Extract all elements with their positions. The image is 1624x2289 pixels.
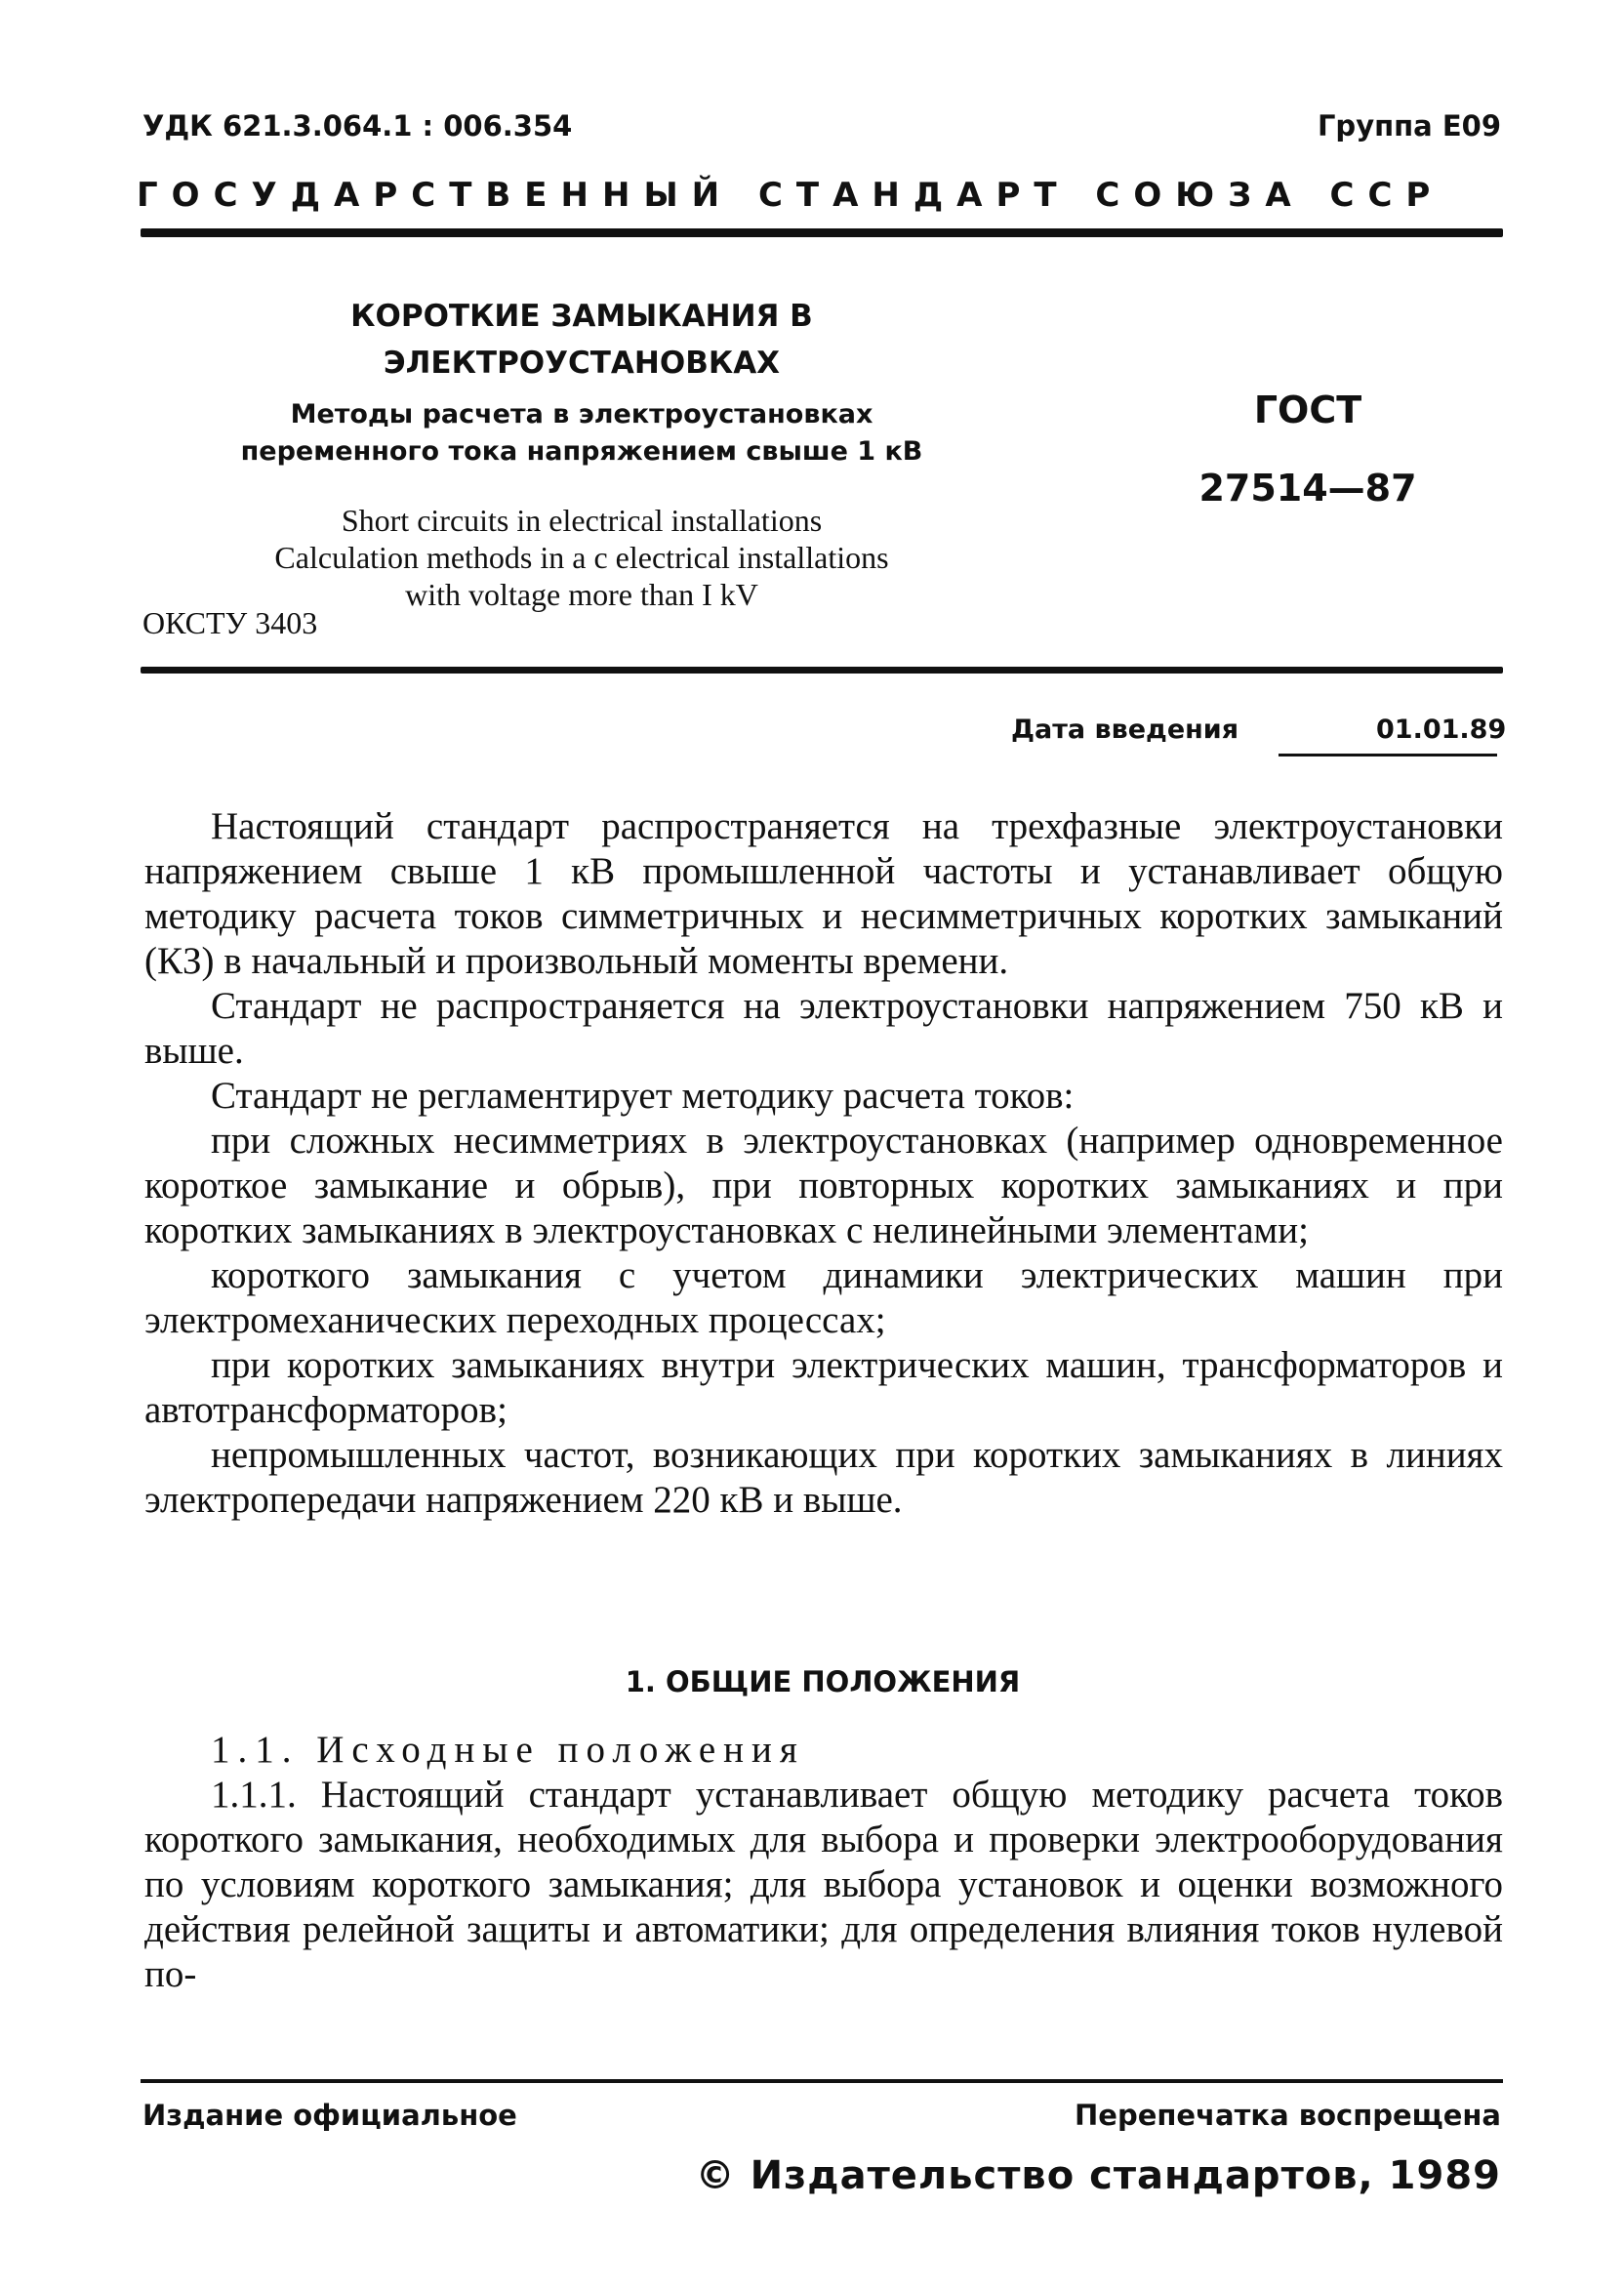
subtitle-line-1: Методы расчета в электроустановках: [290, 399, 873, 429]
body-paragraph: при сложных несимметриях в электроустановках (например одновременное короткое замыкание и обрыв), при повторных коротких замыканиях и при коротких замыканиях в электроустановках с нелинейными элементами;: [144, 1120, 1503, 1251]
section-body: [144, 1728, 1503, 1997]
english-line-2: Calculation methods in a c electrical installations: [274, 540, 889, 575]
body-text: [144, 804, 1503, 1523]
okstu-code: ОКСТУ 3403: [142, 605, 318, 640]
title-line-2: ЭЛЕКТРОУСТАНОВКАХ: [383, 346, 781, 381]
top-rule: [141, 228, 1503, 237]
body-paragraph: при коротких замыканиях внутри электрических машин, трансформаторов и автотрансформаторов;: [144, 1344, 1503, 1431]
reprint-note: Перепечатка воспрещена: [1075, 2099, 1501, 2132]
body-paragraph: Стандарт не распространяется на электроустановки напряжением 750 кВ и выше.: [144, 985, 1503, 1072]
subtitle-line-2: переменного тока напряжением свыше 1 кВ: [240, 436, 923, 467]
document-subtitle: [142, 396, 1021, 470]
body-paragraph: Настоящий стандарт распространяется на трехфазные электроустановки напряжением свыше 1 кВ промышленной частоты и устанавливает общую методику расчета токов симметричных и несимметричных коротких замыканий (КЗ) в начальный и произвольный моменты времени.: [144, 805, 1503, 982]
body-paragraph: Стандарт не регламентирует методику расчета токов:: [211, 1075, 1075, 1117]
section-paragraph: 1.1.1. Настоящий стандарт устанавливает общую методику расчета токов короткого замыкания, необходимых для выбора и проверки электрооборудования по условиям короткого замыкания; для выбора установок и оценки возможного действия релейной защиты и автоматики; для определения влияния токов нулевой по-: [144, 1774, 1503, 1995]
body-paragraph: короткого замыкания с учетом динамики электрических машин при электромеханических переходных процессах;: [144, 1254, 1503, 1341]
gost-label: ГОСТ: [1253, 388, 1362, 431]
body-paragraph: непромышленных частот, возникающих при коротких замыканиях в линиях электропередачи напряжением 220 кВ и выше.: [144, 1434, 1503, 1521]
subsection-heading: 1.1. Исходные положения: [211, 1729, 805, 1771]
group-code: Группа Е09: [1317, 109, 1501, 143]
document-title: [142, 293, 1021, 387]
english-line-1: Short circuits in electrical installations: [341, 503, 823, 538]
introduction-date-label: Дата введения: [1011, 715, 1239, 745]
udk-code: УДК 621.3.064.1 : 006.354: [142, 109, 573, 143]
state-standard-banner: ГОСУДАРСТВЕННЫЙ СТАНДАРТ СОЮЗА ССР: [137, 176, 1444, 215]
edition-note: Издание официальное: [142, 2099, 517, 2132]
section-heading: 1. ОБЩИЕ ПОЛОЖЕНИЯ: [625, 1665, 1021, 1698]
english-title: [142, 502, 1021, 613]
introduction-date-underline: [1279, 754, 1497, 756]
english-line-3: with voltage more than I kV: [405, 577, 758, 612]
gost-number: 27514—87: [1198, 467, 1417, 510]
introduction-date: 01.01.89: [1376, 715, 1507, 745]
title-line-1: КОРОТКИЕ ЗАМЫКАНИЯ В: [350, 299, 813, 334]
middle-rule: [141, 667, 1503, 674]
bottom-rule: [141, 2079, 1503, 2083]
publisher-copyright: © Издательство стандартов, 1989: [695, 2153, 1501, 2198]
